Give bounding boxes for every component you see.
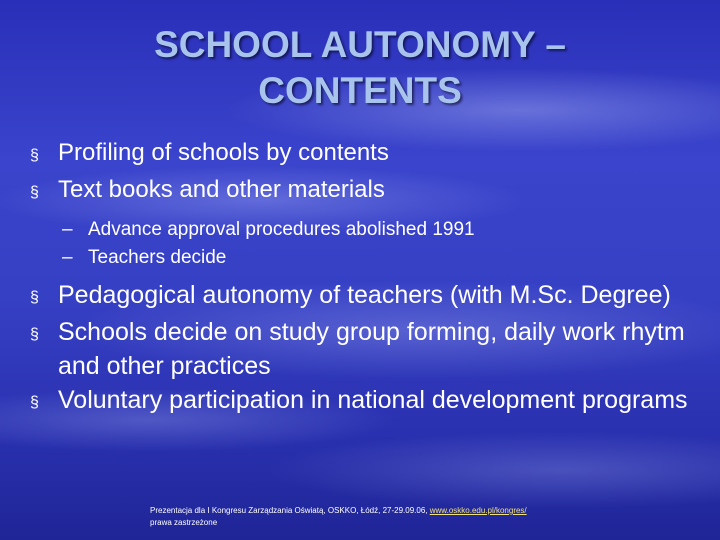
bullet-marker-icon: § bbox=[30, 184, 39, 201]
sub-bullet-item bbox=[62, 244, 700, 272]
footer-link[interactable]: www.oskko.edu.pl/kongres/ bbox=[429, 506, 527, 515]
title-line-1: SCHOOL AUTONOMY – bbox=[154, 24, 566, 65]
bullet-text: Voluntary participation in national development programs bbox=[58, 386, 688, 414]
footer-note bbox=[150, 505, 630, 529]
sub-bullet-group bbox=[30, 216, 700, 272]
bullet-item bbox=[30, 173, 700, 210]
bullet-text: Pedagogical autonomy of teachers (with M.Sc. Degree) bbox=[58, 281, 671, 309]
dash-marker-icon: – bbox=[62, 247, 73, 268]
footer-rights: prawa zastrzeżone bbox=[150, 518, 218, 527]
sub-bullet-item bbox=[62, 216, 700, 244]
sub-bullet-text: Teachers decide bbox=[88, 247, 227, 268]
bullet-marker-icon: § bbox=[30, 289, 39, 306]
bullet-list bbox=[30, 136, 700, 420]
bullet-marker-icon: § bbox=[30, 394, 39, 411]
bullet-marker-icon: § bbox=[30, 326, 39, 343]
sub-bullet-list bbox=[30, 216, 700, 272]
bullet-item bbox=[30, 383, 700, 420]
dash-marker-icon: – bbox=[62, 219, 73, 240]
footer-text: Prezentacja dla I Kongresu Zarządzania Oświatą, OSKKO, Łódź, 27-29.09.06, bbox=[150, 506, 430, 515]
bullet-item bbox=[30, 315, 700, 383]
slide-title bbox=[60, 22, 660, 114]
bullet-marker-icon: § bbox=[30, 147, 39, 164]
sub-bullet-text: Advance approval procedures abolished 1991 bbox=[88, 219, 475, 240]
bullet-text: Profiling of schools by contents bbox=[58, 139, 389, 166]
bullet-item bbox=[30, 136, 700, 173]
bullet-item bbox=[30, 278, 700, 315]
bullet-text: Text books and other materials bbox=[58, 176, 385, 203]
title-line-2: CONTENTS bbox=[258, 70, 462, 111]
bullet-text: Schools decide on study group forming, daily work rhytm and other practices bbox=[58, 318, 685, 380]
